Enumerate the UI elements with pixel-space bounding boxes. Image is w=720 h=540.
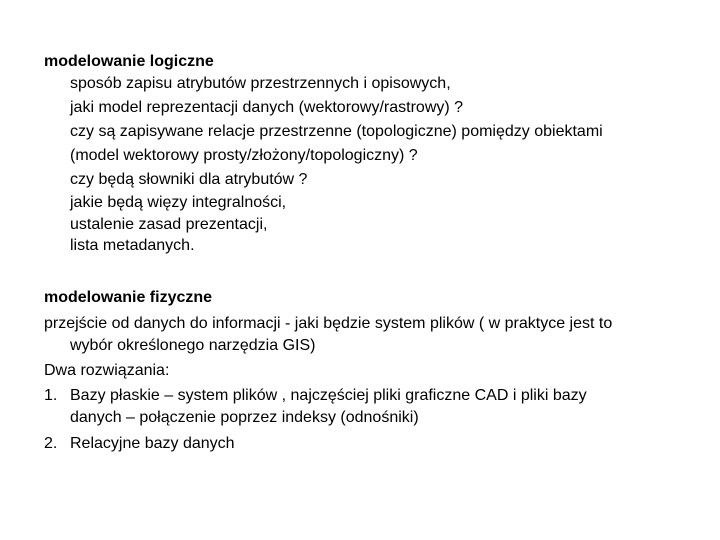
physical-modeling-heading: modelowanie fizyczne <box>44 289 213 306</box>
logical-item: jakie będą więzy integralności, <box>70 194 287 211</box>
transition-text-continued: wybór określonego narzędzia GIS) <box>70 337 316 354</box>
solution-text: Bazy płaskie – system plików , najczęściej pliki graficzne CAD i pliki bazy <box>70 387 587 404</box>
logical-item: jaki model reprezentacji danych (wektorowy/rastrowy) ? <box>70 99 464 116</box>
logical-item: sposób zapisu atrybutów przestrzennych i opisowych, <box>70 75 451 92</box>
logical-item: lista metadanych. <box>70 237 195 254</box>
solutions-label: Dwa rozwiązania: <box>44 362 170 379</box>
transition-text: przejście od danych do informacji - jaki będzie system plików ( w praktyce jest to <box>44 315 613 332</box>
logical-modeling-heading: modelowanie logiczne <box>44 53 214 70</box>
solution-text-continued: danych – połączenie poprzez indeksy (odnośniki) <box>70 409 419 426</box>
logical-item: czy będą słowniki dla atrybutów ? <box>70 171 308 188</box>
logical-item: (model wektorowy prosty/złożony/topologiczny) ? <box>70 147 418 164</box>
solution-number: 1. <box>44 387 58 404</box>
solution-text: Relacyjne bazy danych <box>70 435 235 452</box>
solution-number: 2. <box>44 435 58 452</box>
logical-item: czy są zapisywane relacje przestrzenne (topologiczne) pomiędzy obiektami <box>70 123 603 140</box>
logical-item: ustalenie zasad prezentacji, <box>70 216 268 233</box>
